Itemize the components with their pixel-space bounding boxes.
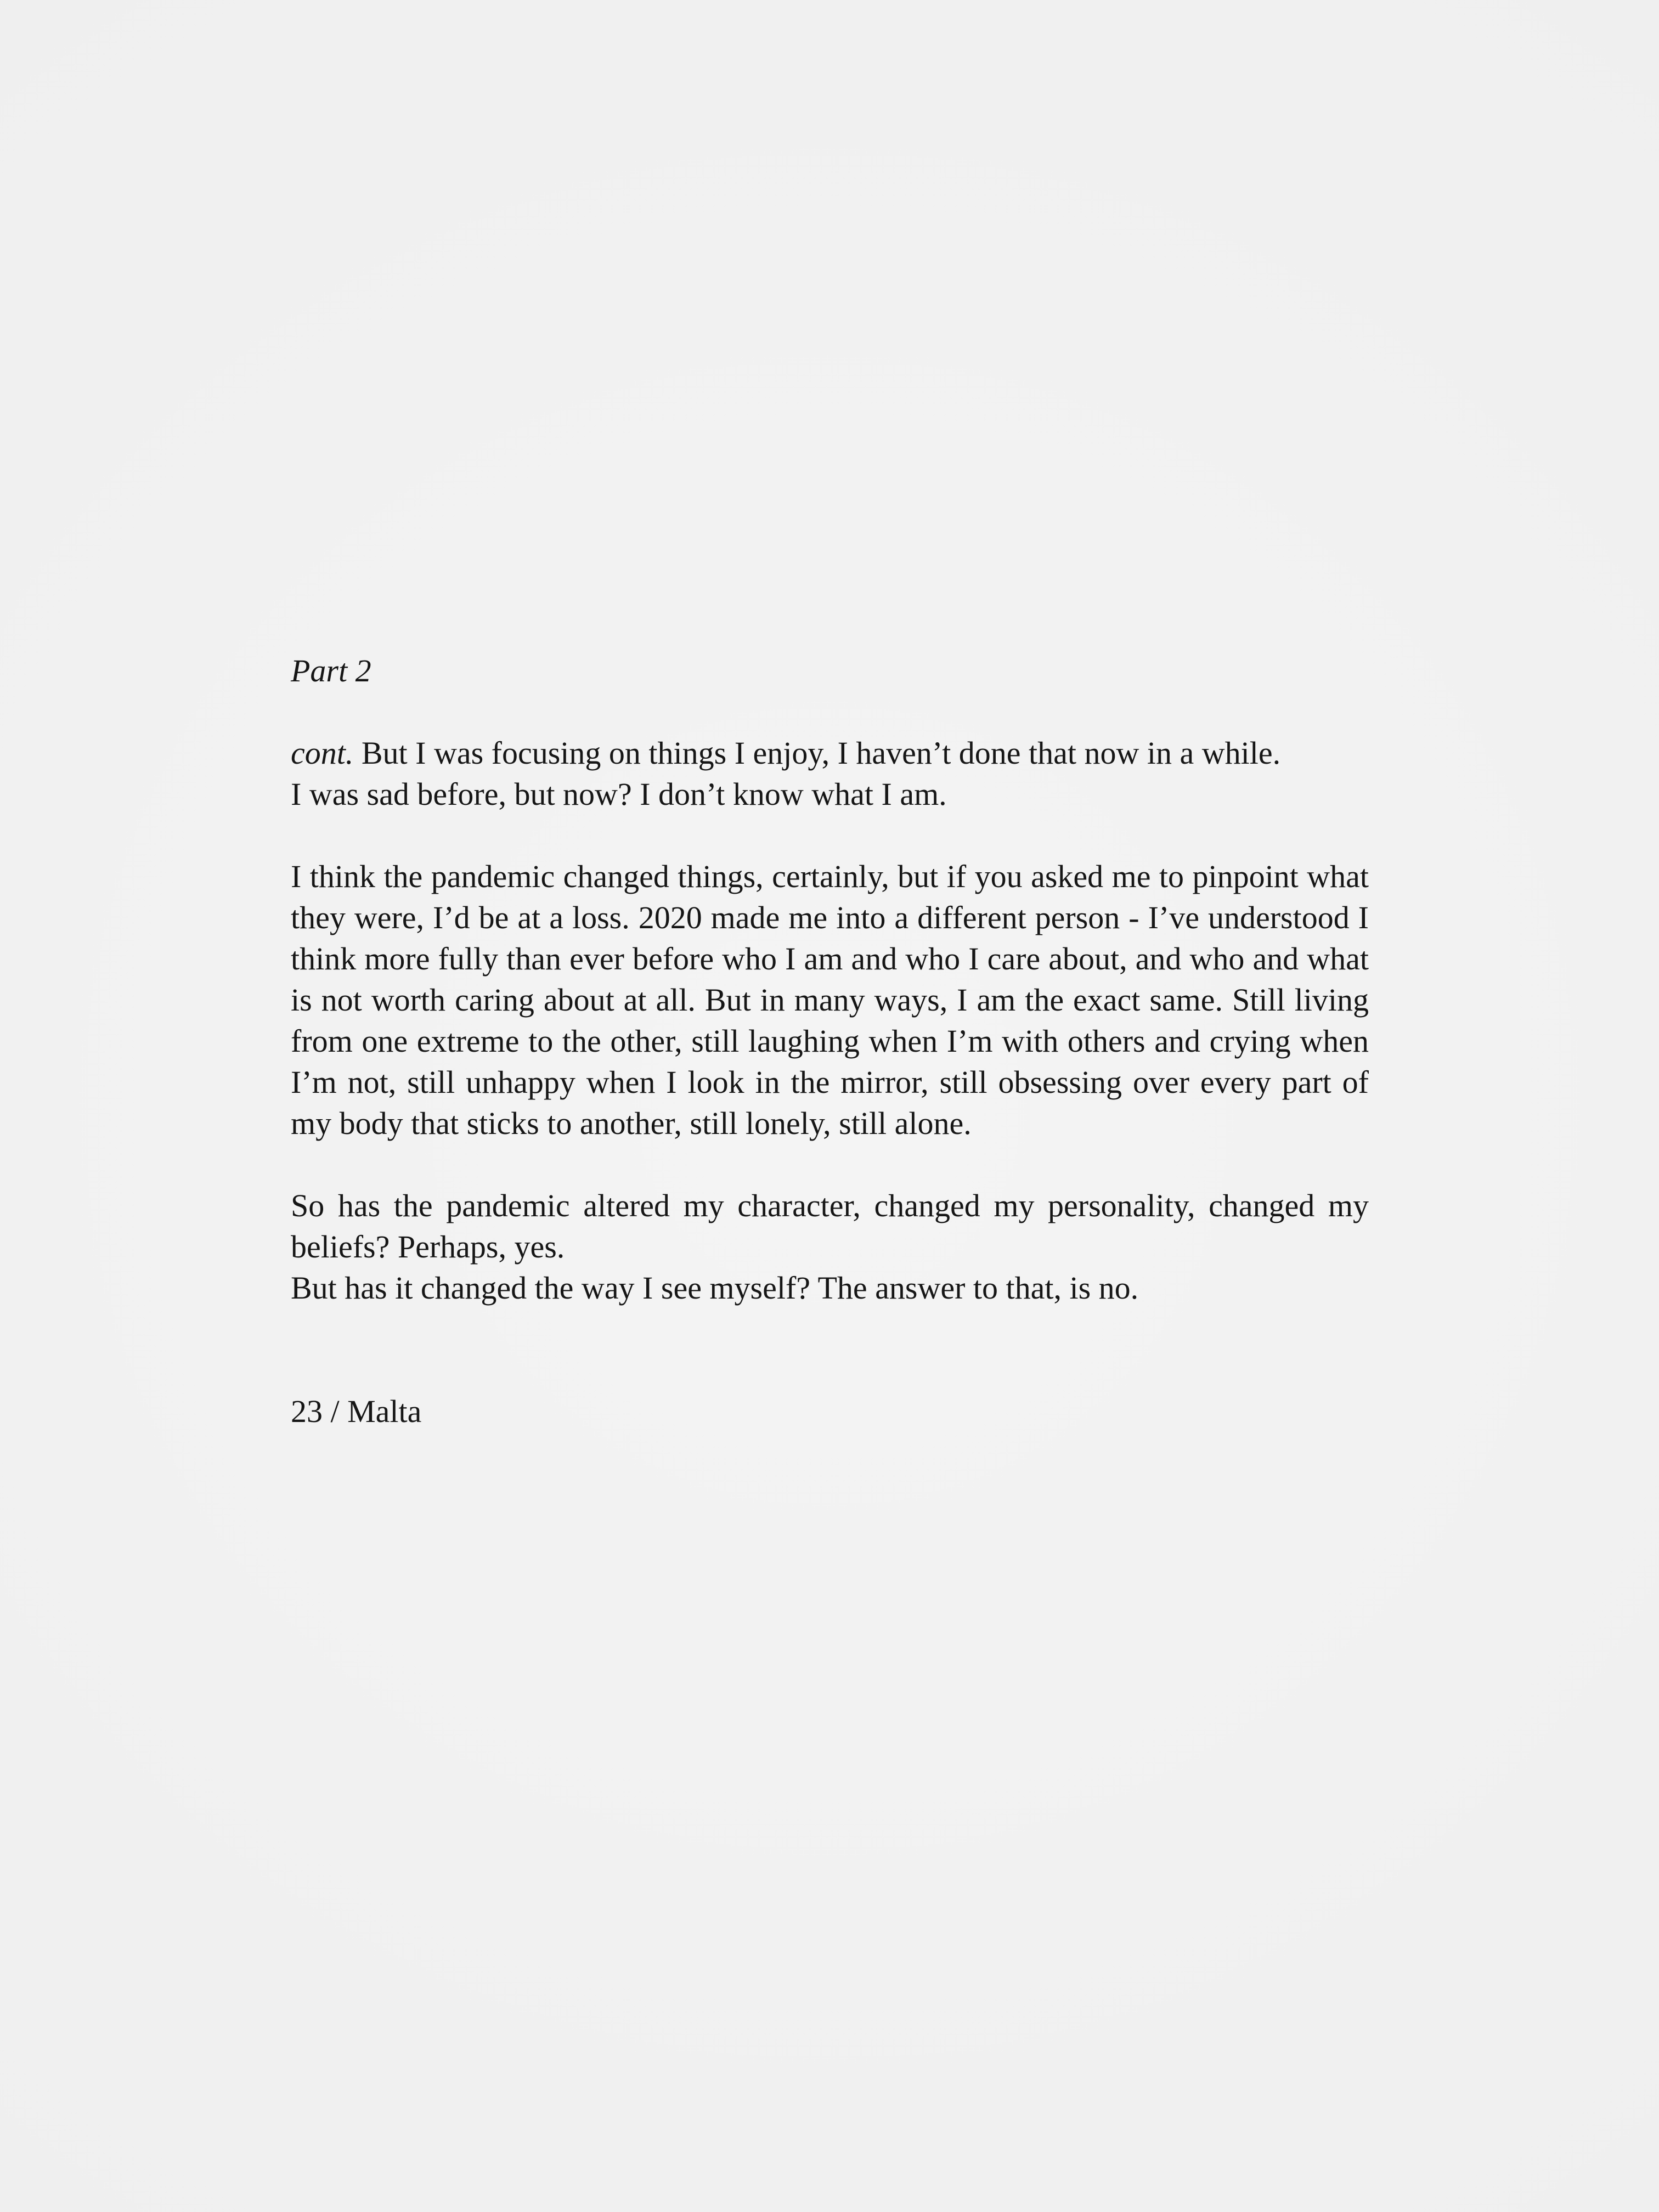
intro-line-1-text: But I was focusing on things I enjoy, I haven’t done that now in a while. <box>353 735 1281 771</box>
paragraph-3-part-2: But has it changed the way I see myself? The answer to that, is no. <box>291 1270 1139 1306</box>
signature: 23 / Malta <box>291 1393 422 1429</box>
intro-paragraph <box>291 732 1369 815</box>
intro-line-1 <box>291 732 1369 774</box>
intro-lead-italic: cont. <box>291 735 354 771</box>
paragraph-3-part-1: So has the pandemic altered my character, changed my personality, changed my beliefs? Perhaps, yes. <box>291 1188 1369 1265</box>
section-heading: Part 2 <box>291 653 371 689</box>
text-block <box>291 650 1369 1432</box>
paragraph-2: I think the pandemic changed things, certainly, but if you asked me to pinpoint what they were, I’d be at a loss. 2020 made me into a different person - I’ve understood I think more fully than ever before who I am and who I care about, and who and what is not worth caring about at all. But in many ways, I am the exact same. Still living from one extreme to the other, still laughing when I’m with others and crying when I’m not, still unhappy when I look in the mirror, still obsessing over every part of my body that sticks to another, still lonely, still alone. <box>291 859 1369 1141</box>
paragraph-3 <box>291 1185 1369 1308</box>
intro-line-2: I was sad before, but now? I don’t know what I am. <box>291 776 947 812</box>
